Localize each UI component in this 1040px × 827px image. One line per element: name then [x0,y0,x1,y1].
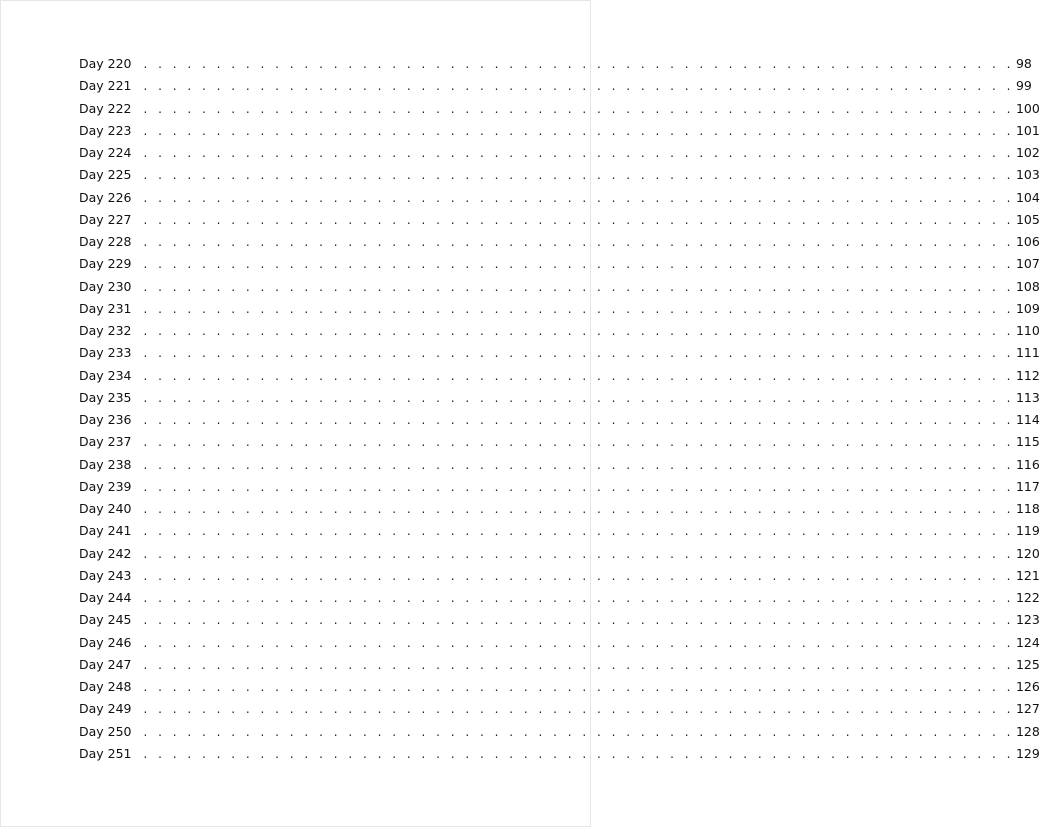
toc-entry-page-number: 99 [1015,78,1032,94]
toc-entry-page-number: 109 [1015,300,1040,316]
dot-leader: . . . . . . . . . . . . . . . . . . . . . . . . . . . . . . . . . . . . . . . . . . . . . . . . . . . . . . . . . . . . [143,680,1014,694]
toc-entry[interactable] [79,520,1040,542]
toc-entry[interactable] [79,365,1040,387]
toc-entry[interactable] [79,253,1040,275]
toc-entry[interactable] [79,187,1040,209]
dot-leader: . . . . . . . . . . . . . . . . . . . . . . . . . . . . . . . . . . . . . . . . . . . . . . . . . . . . . . . . . . . . [143,746,1014,761]
dot-leader: . . . . . . . . . . . . . . . . . . . . . . . . . . . . . . . . . . . . . . . . . . . . . . . . . . . . . . . . . . . . [143,146,1014,160]
dot-leader: . . . . . . . . . . . . . . . . . . . . . . . . . . . . . . . . . . . . . . . . . . . . . . . . . . . . . . . . . . . . [143,568,1014,583]
toc-entry-page-number: 106 [1015,234,1040,249]
toc-entry-page-number: 103 [1015,167,1040,183]
toc-entry[interactable] [79,120,1040,142]
toc-entry[interactable] [79,676,1040,698]
toc-entry[interactable] [79,320,1040,342]
toc-entry[interactable] [79,431,1040,453]
toc-entry[interactable] [79,698,1040,720]
dot-leader: . . . . . . . . . . . . . . . . . . . . . . . . . . . . . . . . . . . . . . . . . . . . . . . . . . . . . . . . . . . . [143,613,1014,628]
toc-entry-page-number: 122 [1015,590,1040,605]
toc-entry-page-number: 119 [1015,523,1040,539]
toc-entry-label: Day 231 [79,300,132,316]
toc-entry[interactable] [79,98,1040,120]
toc-entry-label: Day 239 [79,478,132,494]
toc-entry-label: Day 228 [79,234,132,249]
toc-entry-label: Day 235 [79,389,132,405]
toc-entry-page-number: 118 [1015,501,1040,516]
toc-entry-label: Day 224 [79,145,132,160]
toc-entry[interactable] [79,409,1040,431]
toc-entry-label: Day 243 [79,567,132,583]
dot-leader: . . . . . . . . . . . . . . . . . . . . . . . . . . . . . . . . . . . . . . . . . . . . . . . . . . . . . . . . . . . . [143,591,1014,605]
toc-entry[interactable] [79,632,1040,654]
toc-entry[interactable] [79,75,1032,97]
toc-entry-page-number: 100 [1015,100,1040,116]
toc-entry-page-number: 127 [1015,701,1040,717]
toc-entry-page-number: 124 [1015,634,1040,650]
toc-entry-label: Day 245 [79,612,132,628]
toc-entry[interactable] [79,342,1040,364]
toc-entry-label: Day 220 [79,56,132,71]
toc-entry[interactable] [79,721,1040,743]
toc-entry[interactable] [79,298,1040,320]
toc-entry-page-number: 102 [1015,145,1040,160]
toc-entry[interactable] [79,454,1040,476]
toc-entry-page-number: 101 [1015,122,1040,138]
toc-entry-label: Day 246 [79,634,132,650]
toc-entry-page-number: 117 [1015,478,1040,494]
toc-entry-page-number: 107 [1015,256,1040,272]
toc-entry-label: Day 233 [79,345,132,361]
dot-leader: . . . . . . . . . . . . . . . . . . . . . . . . . . . . . . . . . . . . . . . . . . . . . . . . . . . . . . . . . . . . [143,457,1014,472]
toc-entry-label: Day 236 [79,412,132,427]
toc-entry[interactable] [79,276,1040,298]
toc-entry-label: Day 249 [79,701,132,717]
toc-entry[interactable] [79,53,1032,75]
toc-entry-label: Day 238 [79,456,132,472]
toc-entry-label: Day 230 [79,278,132,294]
toc-entry-label: Day 222 [79,100,132,116]
toc-entry[interactable] [79,387,1040,409]
toc-entry[interactable] [79,609,1040,631]
dot-leader: . . . . . . . . . . . . . . . . . . . . . . . . . . . . . . . . . . . . . . . . . . . . . . . . . . . . . . . . . . . . [143,235,1014,249]
toc-entry-page-number: 113 [1015,389,1040,405]
dot-leader: . . . . . . . . . . . . . . . . . . . . . . . . . . . . . . . . . . . . . . . . . . . . . . . . . . . . . . . . . . . . [143,435,1014,450]
toc-entry-page-number: 128 [1015,723,1040,739]
toc-entry[interactable] [79,164,1040,186]
dot-leader: . . . . . . . . . . . . . . . . . . . . . . . . . . . . . . . . . . . . . . . . . . . . . . . . . . . . . . . . . . . . [143,368,1014,383]
toc-entry-label: Day 240 [79,501,132,516]
toc-entry[interactable] [79,543,1040,565]
toc-entry-page-number: 121 [1015,567,1040,583]
dot-leader: . . . . . . . . . . . . . . . . . . . . . . . . . . . . . . . . . . . . . . . . . . . . . . . . . . . . . . . . . . . . [143,324,1014,338]
dot-leader: . . . . . . . . . . . . . . . . . . . . . . . . . . . . . . . . . . . . . . . . . . . . . . . . . . . . . . . . . . . . [143,479,1014,494]
dot-leader: . . . . . . . . . . . . . . . . . . . . . . . . . . . . . . . . . . . . . . . . . . . . . . . . . . . . . . . . . . . . [143,257,1014,272]
dot-leader: . . . . . . . . . . . . . . . . . . . . . . . . . . . . . . . . . . . . . . . . . . . . . . . . . . . . . . . . . . . . [143,702,1014,717]
toc-entry-page-number: 114 [1015,412,1040,427]
toc-entry-label: Day 244 [79,590,132,605]
toc-entry-label: Day 225 [79,167,132,183]
toc-entry-label: Day 247 [79,656,132,672]
dot-leader: . . . . . . . . . . . . . . . . . . . . . . . . . . . . . . . . . . . . . . . . . . . . . . . . . . . . . . . . . . . . [143,190,1014,205]
toc-entry-label: Day 248 [79,679,132,694]
dot-leader: . . . . . . . . . . . . . . . . . . . . . . . . . . . . . . . . . . . . . . . . . . . . . . . . . . . . . . . . . . . . [143,279,1014,294]
dot-leader: . . . . . . . . . . . . . . . . . . . . . . . . . . . . . . . . . . . . . . . . . . . . . . . . . . . . . . . . . . . . [143,346,1014,361]
toc-entry-label: Day 242 [79,545,132,561]
dot-leader: . . . . . . . . . . . . . . . . . . . . . . . . . . . . . . . . . . . . . . . . . . . . . . . . . . . . . . . . . . . . [143,123,1014,138]
dot-leader: . . . . . . . . . . . . . . . . . . . . . . . . . . . . . . . . . . . . . . . . . . . . . . . . . . . . . . . . . . . . [143,413,1014,427]
toc-entry-label: Day 226 [79,189,132,205]
toc-entry[interactable] [79,565,1040,587]
dot-leader: . . . . . . . . . . . . . . . . . . . . . . . . . . . . . . . . . . . . . . . . . . . . . . . . . . . . . . . . . . . . [143,168,1014,183]
dot-leader: . . . . . . . . . . . . . . . . . . . . . . . . . . . . . . . . . . . . . . . . . . . . . . . . . . . . . . . . . . . . [143,657,1014,672]
toc-entry-label: Day 232 [79,323,132,338]
toc-entry-page-number: 111 [1015,345,1040,361]
toc-entry[interactable] [79,142,1040,164]
toc-entry-page-number: 126 [1015,679,1040,694]
toc-entry-label: Day 237 [79,434,132,450]
toc-entry[interactable] [79,231,1040,253]
toc-entry-page-number: 108 [1015,278,1040,294]
toc-entry-page-number: 105 [1015,211,1040,227]
dot-leader: . . . . . . . . . . . . . . . . . . . . . . . . . . . . . . . . . . . . . . . . . . . . . . . . . . . . . . . . . . . . [143,524,1014,539]
dot-leader: . . . . . . . . . . . . . . . . . . . . . . . . . . . . . . . . . . . . . . . . . . . . . . . . . . . . . . . . . . . . [143,57,1014,71]
dot-leader: . . . . . . . . . . . . . . . . . . . . . . . . . . . . . . . . . . . . . . . . . . . . . . . . . . . . . . . . . . . . [143,79,1014,94]
toc-entry[interactable] [79,209,1040,231]
dot-leader: . . . . . . . . . . . . . . . . . . . . . . . . . . . . . . . . . . . . . . . . . . . . . . . . . . . . . . . . . . . . [143,212,1014,227]
toc-entry-label: Day 229 [79,256,132,272]
toc-entry[interactable] [79,587,1040,609]
toc-entry-page-number: 115 [1015,434,1040,450]
toc-entry-label: Day 251 [79,745,132,761]
toc-entry-label: Day 250 [79,723,132,739]
dot-leader: . . . . . . . . . . . . . . . . . . . . . . . . . . . . . . . . . . . . . . . . . . . . . . . . . . . . . . . . . . . . [143,546,1014,561]
toc-entry[interactable] [79,498,1040,520]
toc-entry-label: Day 241 [79,523,132,539]
dot-leader: . . . . . . . . . . . . . . . . . . . . . . . . . . . . . . . . . . . . . . . . . . . . . . . . . . . . . . . . . . . . [143,635,1014,650]
toc-entry-page-number: 104 [1015,189,1040,205]
toc-entry-page-number: 110 [1015,323,1040,338]
toc-entry-page-number: 123 [1015,612,1040,628]
toc-entry-page-number: 112 [1015,367,1040,383]
dot-leader: . . . . . . . . . . . . . . . . . . . . . . . . . . . . . . . . . . . . . . . . . . . . . . . . . . . . . . . . . . . . [143,724,1014,739]
toc-entry-page-number: 125 [1015,656,1040,672]
toc-entry-page-number: 129 [1015,745,1040,761]
toc-entry-page-number: 98 [1015,56,1032,71]
toc-entry[interactable] [79,654,1040,676]
toc-entry-page-number: 116 [1015,456,1040,472]
toc-entry-page-number: 120 [1015,545,1040,561]
dot-leader: . . . . . . . . . . . . . . . . . . . . . . . . . . . . . . . . . . . . . . . . . . . . . . . . . . . . . . . . . . . . [143,301,1014,316]
toc-entry-label: Day 221 [79,78,132,94]
dot-leader: . . . . . . . . . . . . . . . . . . . . . . . . . . . . . . . . . . . . . . . . . . . . . . . . . . . . . . . . . . . . [143,101,1014,116]
toc-entry[interactable] [79,476,1040,498]
table-of-contents [79,53,1040,765]
dot-leader: . . . . . . . . . . . . . . . . . . . . . . . . . . . . . . . . . . . . . . . . . . . . . . . . . . . . . . . . . . . . [143,390,1014,405]
toc-entry-label: Day 223 [79,122,132,138]
toc-entry[interactable] [79,743,1040,765]
dot-leader: . . . . . . . . . . . . . . . . . . . . . . . . . . . . . . . . . . . . . . . . . . . . . . . . . . . . . . . . . . . . [143,502,1014,516]
toc-entry-label: Day 227 [79,211,132,227]
toc-entry-label: Day 234 [79,367,132,383]
